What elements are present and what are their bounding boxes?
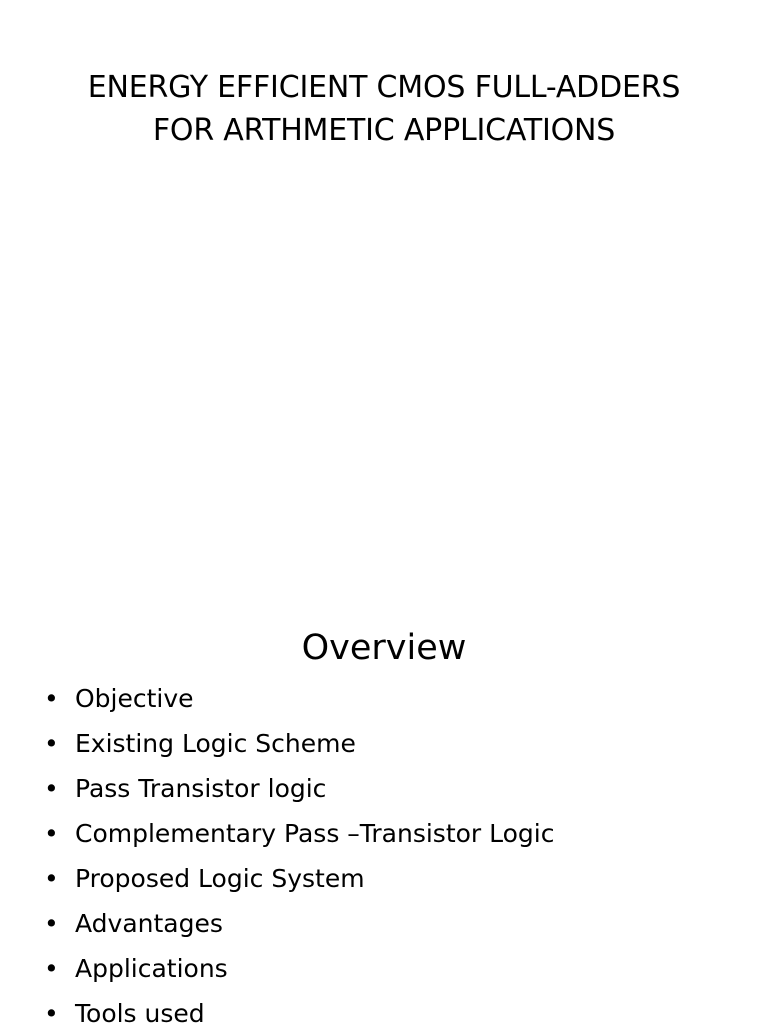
overview-title: Overview: [301, 628, 467, 668]
bullet-text: Objective: [75, 684, 194, 713]
bullet-dot-icon: •: [44, 909, 59, 938]
bullet-text: Pass Transistor logic: [75, 774, 327, 803]
overview-slide: [0, 576, 768, 1024]
bullet-text: Proposed Logic System: [75, 864, 365, 893]
overview-bullet-list: [44, 676, 555, 1024]
bullet-dot-icon: •: [44, 864, 59, 893]
bullet-item-proposed-logic-system: [44, 856, 555, 901]
bullet-text: Existing Logic Scheme: [75, 729, 356, 758]
presentation-title: [0, 66, 768, 152]
bullet-item-existing-logic-scheme: [44, 721, 555, 766]
bullet-dot-icon: •: [44, 684, 59, 713]
bullet-item-pass-transistor-logic: [44, 766, 555, 811]
bullet-item-applications: [44, 946, 555, 991]
presentation-title-line-1: ENERGY EFFICIENT CMOS FULL-ADDERS: [87, 70, 681, 105]
bullet-text: Tools used: [75, 999, 205, 1024]
bullet-dot-icon: •: [44, 819, 59, 848]
bullet-item-advantages: [44, 901, 555, 946]
bullet-text: Complementary Pass –Transistor Logic: [75, 819, 555, 848]
bullet-dot-icon: •: [44, 954, 59, 983]
bullet-item-objective: [44, 676, 555, 721]
bullet-item-complementary-pass-transistor-logic: [44, 811, 555, 856]
bullet-dot-icon: •: [44, 729, 59, 758]
bullet-dot-icon: •: [44, 999, 59, 1024]
bullet-item-tools-used: [44, 991, 555, 1024]
bullet-dot-icon: •: [44, 774, 59, 803]
bullet-text: Applications: [75, 954, 228, 983]
bullet-text: Advantages: [75, 909, 223, 938]
presentation-title-line-2: FOR ARTHMETIC APPLICATIONS: [152, 113, 616, 148]
